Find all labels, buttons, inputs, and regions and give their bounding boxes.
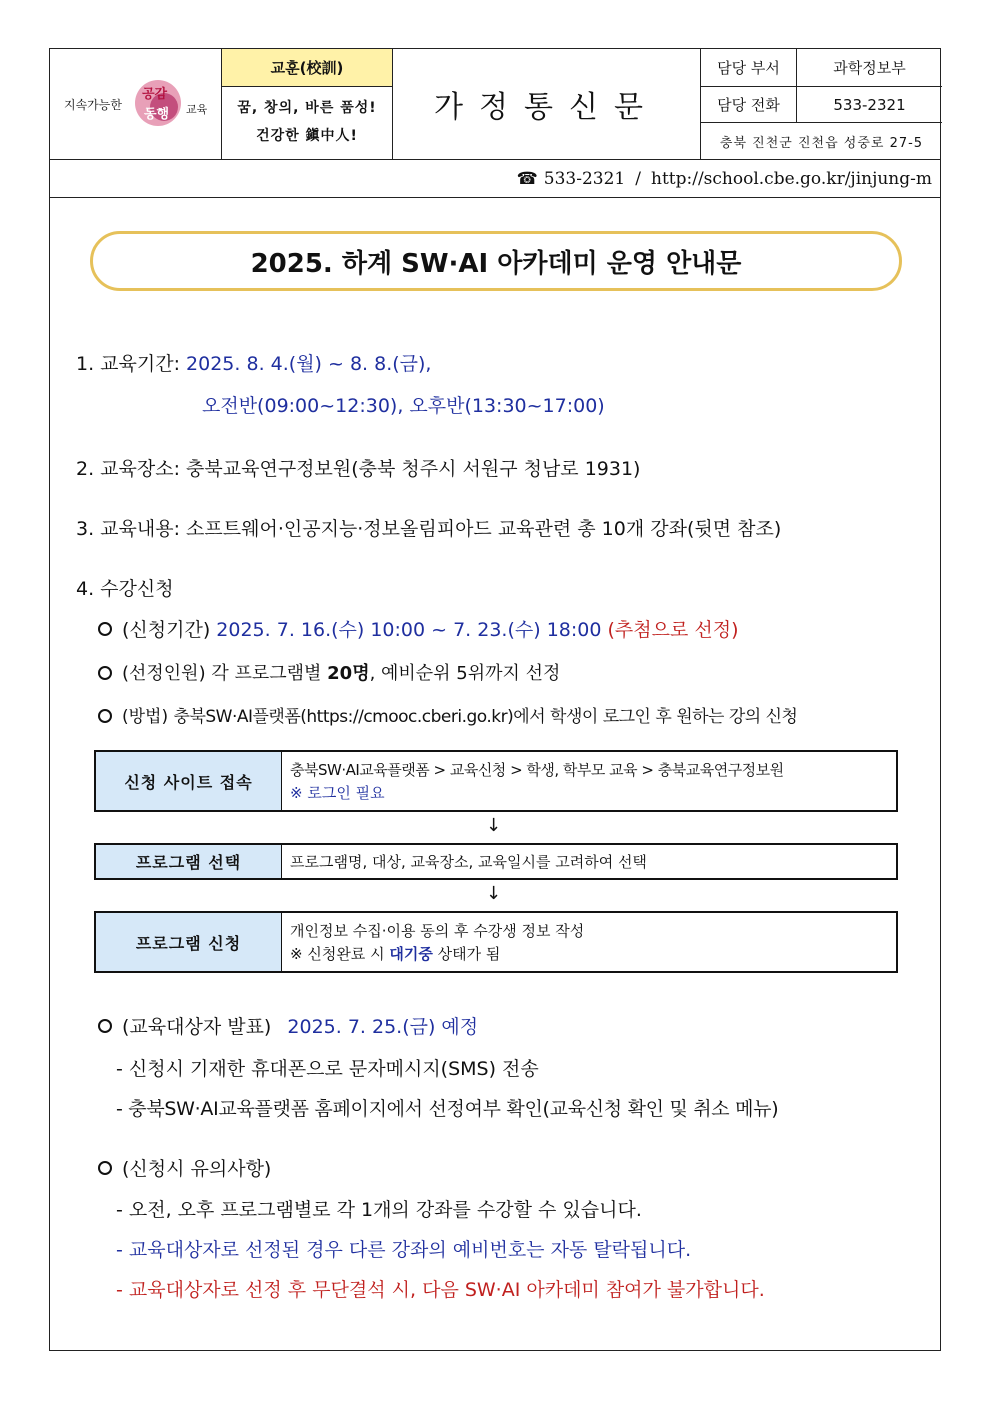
announce-heading: [98, 1012, 478, 1039]
apply-method-value: 충북SW·AI플랫폼(https://cmooc.cberi.go.kr)에서 학생이 로그인 후 원하는 강의 신청: [173, 707, 798, 727]
content-label: 3. 교육내용:: [76, 518, 180, 540]
period-value: 2025. 8. 4.(월) ~ 8. 8.(금),: [186, 353, 432, 375]
phone-value: 533-2321: [833, 95, 906, 114]
down-arrow-icon: ↓: [486, 815, 502, 836]
circle-bullet-icon: [98, 1019, 112, 1033]
section-content: [76, 514, 781, 541]
flow-step-select-line1: 프로그램명, 대상, 교육장소, 교육일시를 고려하여 선택: [290, 853, 647, 871]
flow-step-apply: [94, 911, 898, 973]
document-frame: [49, 48, 941, 1351]
contact-info-table: [701, 49, 942, 159]
school-motto: [222, 49, 393, 159]
circle-bullet-icon: [98, 666, 112, 680]
announce-label: (교육대상자 발표): [122, 1016, 272, 1038]
flow-step-apply-status: 대기중: [389, 945, 433, 963]
location-label: 2. 교육장소:: [76, 458, 180, 480]
school-logo: [50, 49, 222, 159]
motto-title: 교훈(校訓): [222, 49, 392, 87]
logo-suffix: 교육: [186, 103, 208, 116]
flow-step-select-label: 프로그램 선택: [96, 845, 282, 878]
notes-label: (신청시 유의사항): [122, 1158, 272, 1180]
notice-title-banner: 2025. 하계 SW·AI 아카데미 운영 안내문: [90, 231, 902, 291]
apply-period: [98, 615, 739, 642]
logo-prefix: 지속가능한: [64, 98, 122, 112]
dept-row: [701, 49, 942, 87]
apply-period-note: (추첨으로 선정): [607, 619, 739, 641]
flow-step-select: [94, 843, 898, 880]
flow-step-apply-line2: [290, 943, 890, 964]
period-sessions: 오전반(09:00~12:30), 오후반(13:30~17:00): [202, 395, 605, 417]
flow-step-site-line1: 충북SW·AI교육플랫폼 > 교육신청 > 학생, 학부모 교육 > 충북교육연구정보원: [290, 761, 784, 779]
apply-count-pre: 각 프로그램별: [211, 663, 322, 684]
flow-step-apply-label: 프로그램 신청: [96, 913, 282, 971]
notes-heading: [98, 1154, 271, 1181]
newsletter-title: 가정통신문: [393, 49, 701, 159]
contact-phone: 533-2321: [543, 168, 626, 189]
apply-method: [98, 702, 797, 727]
flow-step-apply-text: [290, 913, 890, 971]
newsletter-header: [50, 49, 940, 160]
section-apply-heading: 4. 수강신청: [76, 578, 174, 600]
flow-step-select-text: [290, 845, 890, 878]
flow-step-site: [94, 750, 898, 812]
circle-bullet-icon: [98, 709, 112, 723]
dept-value: 과학정보부: [833, 59, 906, 77]
notes-item-3: - 교육대상자로 선정 후 무단결석 시, 다음 SW·AI 아카데미 참여가 불가합니다.: [116, 1279, 765, 1301]
announce-item-sms: - 신청시 기재한 휴대폰으로 문자메시지(SMS) 전송: [116, 1058, 539, 1080]
dept-label: 담당 부서: [701, 49, 797, 86]
flow-step-apply-line2-pre: ※ 신청완료 시: [290, 945, 385, 963]
apply-period-label: (신청기간): [122, 619, 211, 641]
apply-count-bold: 20명: [327, 663, 370, 684]
logo-mark-top: 공감: [142, 87, 168, 102]
flow-step-site-line2: ※ 로그인 필요: [290, 784, 385, 802]
content-value: 소프트웨어·인공지능·정보올림피아드 교육관련 총 10개 강좌(뒷면 참조): [186, 518, 782, 540]
location-value: 충북교육연구정보원(충북 청주시 서원구 청남로 1931): [186, 458, 641, 480]
phone-label: 담당 전화: [701, 87, 797, 122]
school-address: 충북 진천군 진천읍 성중로 27-5: [719, 135, 924, 151]
flow-step-apply-line2-post: 상태가 됨: [437, 945, 501, 963]
apply-count: [98, 659, 560, 685]
section-location: [76, 454, 640, 481]
motto-line-2: 건강한 鎭中人!: [256, 128, 358, 144]
apply-count-label: (선정인원): [122, 663, 206, 684]
motto-line-1: 꿈, 창의, 바른 품성!: [237, 100, 377, 116]
period-label: 1. 교육기간:: [76, 353, 180, 375]
school-url-link[interactable]: http://school.cbe.go.kr/jinjung-m: [651, 168, 932, 189]
apply-period-value: 2025. 7. 16.(수) 10:00 ~ 7. 23.(수) 18:00: [216, 619, 602, 641]
circle-bullet-icon: [98, 1161, 112, 1175]
announce-value: 2025. 7. 25.(금) 예정: [287, 1016, 479, 1038]
announce-item-check: - 충북SW·AI교육플랫폼 홈페이지에서 선정여부 확인(교육신청 확인 및 취소 메뉴): [116, 1098, 779, 1120]
notes-item-1: - 오전, 오후 프로그램별로 각 1개의 강좌를 수강할 수 있습니다.: [116, 1199, 642, 1221]
apply-count-post: , 예비순위 5위까지 선정: [369, 663, 561, 684]
notes-item-2: - 교육대상자로 선정된 경우 다른 강좌의 예비번호는 자동 탈락됩니다.: [116, 1239, 692, 1261]
flow-step-site-label: 신청 사이트 접속: [96, 752, 282, 810]
circle-bullet-icon: [98, 622, 112, 636]
flow-step-site-text: [290, 752, 890, 810]
phone-icon: ☎: [516, 168, 538, 189]
contact-separator: /: [635, 168, 641, 189]
apply-method-label: (방법): [122, 707, 169, 727]
contact-line: [50, 160, 940, 198]
phone-row: [701, 87, 942, 123]
section-period: [76, 349, 431, 376]
logo-mark-bottom: 동행: [144, 107, 170, 122]
flow-step-apply-line1: 개인정보 수집·이용 동의 후 수강생 정보 작성: [290, 922, 585, 940]
down-arrow-icon: ↓: [486, 883, 502, 904]
